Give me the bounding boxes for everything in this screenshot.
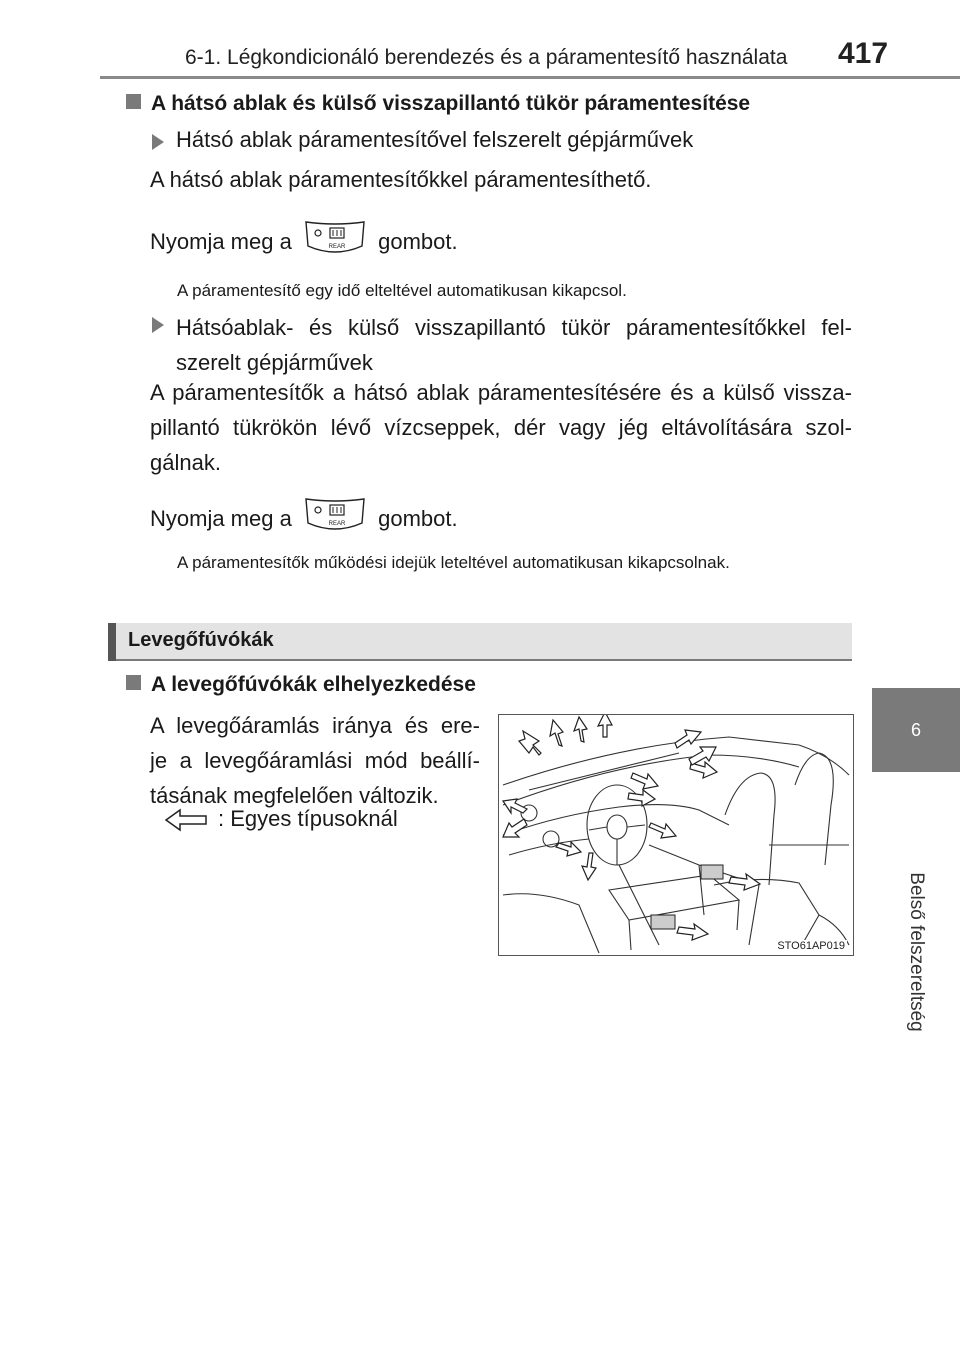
airflow-arrow-icon xyxy=(164,808,208,832)
car-interior-drawing xyxy=(499,715,853,955)
item1-title xyxy=(152,127,693,153)
header-divider xyxy=(100,76,960,79)
item1-title-text: Hátsó ablak páramentesítővel felszerelt gépjárművek xyxy=(176,127,694,152)
rear-button-label: REAR xyxy=(328,244,346,250)
section2-text xyxy=(150,708,480,813)
triangle-bullet-icon xyxy=(152,134,164,150)
chapter-number: 6 xyxy=(910,719,921,740)
section2-text-line3: tásának megfelelően változik. xyxy=(150,783,439,808)
item2-title xyxy=(152,310,852,380)
legend-text: : Egyes típusoknál xyxy=(218,806,398,831)
item2-note: A páramentesítők működési idejük leteltével automatikusan kikapcsolnak. xyxy=(177,553,730,572)
item2-text-line1: A páramentesítők a hátsó ablak páramentesítésére és a külső vissza- xyxy=(150,380,852,405)
chapter-label: Belső felszereltség xyxy=(906,872,927,1032)
item2-text xyxy=(150,375,852,480)
item2-text-line2: pillantó tükrökön lévő vízcseppek, dér vagy jég eltávolítására szol- xyxy=(150,415,852,440)
legend-row xyxy=(164,806,398,832)
page-number: 417 xyxy=(838,37,889,70)
section2-title: Levegőfúvókák xyxy=(128,629,274,651)
item2-press-line xyxy=(150,497,458,543)
figure-code: STO61AP019 xyxy=(777,940,845,952)
rear-button-label: REAR xyxy=(328,521,346,527)
rear-defogger-button-icon xyxy=(304,497,366,543)
item1-press-line xyxy=(150,220,458,266)
section1-heading: A hátsó ablak és külső visszapillantó tükör páramentesítése xyxy=(126,92,750,116)
section2-heading: A levegőfúvókák elhelyezkedése xyxy=(126,673,476,697)
item2-press-after: gombot. xyxy=(378,505,458,531)
item2-press-before: Nyomja meg a xyxy=(150,505,292,531)
item1-press-before: Nyomja meg a xyxy=(150,228,292,254)
triangle-bullet-icon xyxy=(152,317,164,333)
section2-band xyxy=(108,623,852,661)
item1-note: A páramentesítő egy idő elteltével automatikusan kikapcsol. xyxy=(177,281,627,300)
chapter-tab xyxy=(872,688,960,772)
item1-text: A hátsó ablak páramentesítőkkel páramentesíthető. xyxy=(150,167,652,192)
item2-title-line2: szerelt gépjárművek xyxy=(176,350,373,375)
item2-text-line3: gálnak. xyxy=(150,450,221,475)
header-title: 6-1. Légkondicionáló berendezés és a páramentesítő használata xyxy=(185,46,788,69)
rear-defogger-button-icon xyxy=(304,220,366,266)
item2-title-line1: Hátsóablak- és külső visszapillantó tükör páramentesítőkkel fel- xyxy=(176,315,852,340)
item1-press-after: gombot. xyxy=(378,228,458,254)
section2-text-line2: je a levegőáramlási mód beállí- xyxy=(150,748,480,773)
air-vent-illustration xyxy=(498,714,854,956)
section2-text-line1: A levegőáramlás iránya és ere- xyxy=(150,713,480,738)
